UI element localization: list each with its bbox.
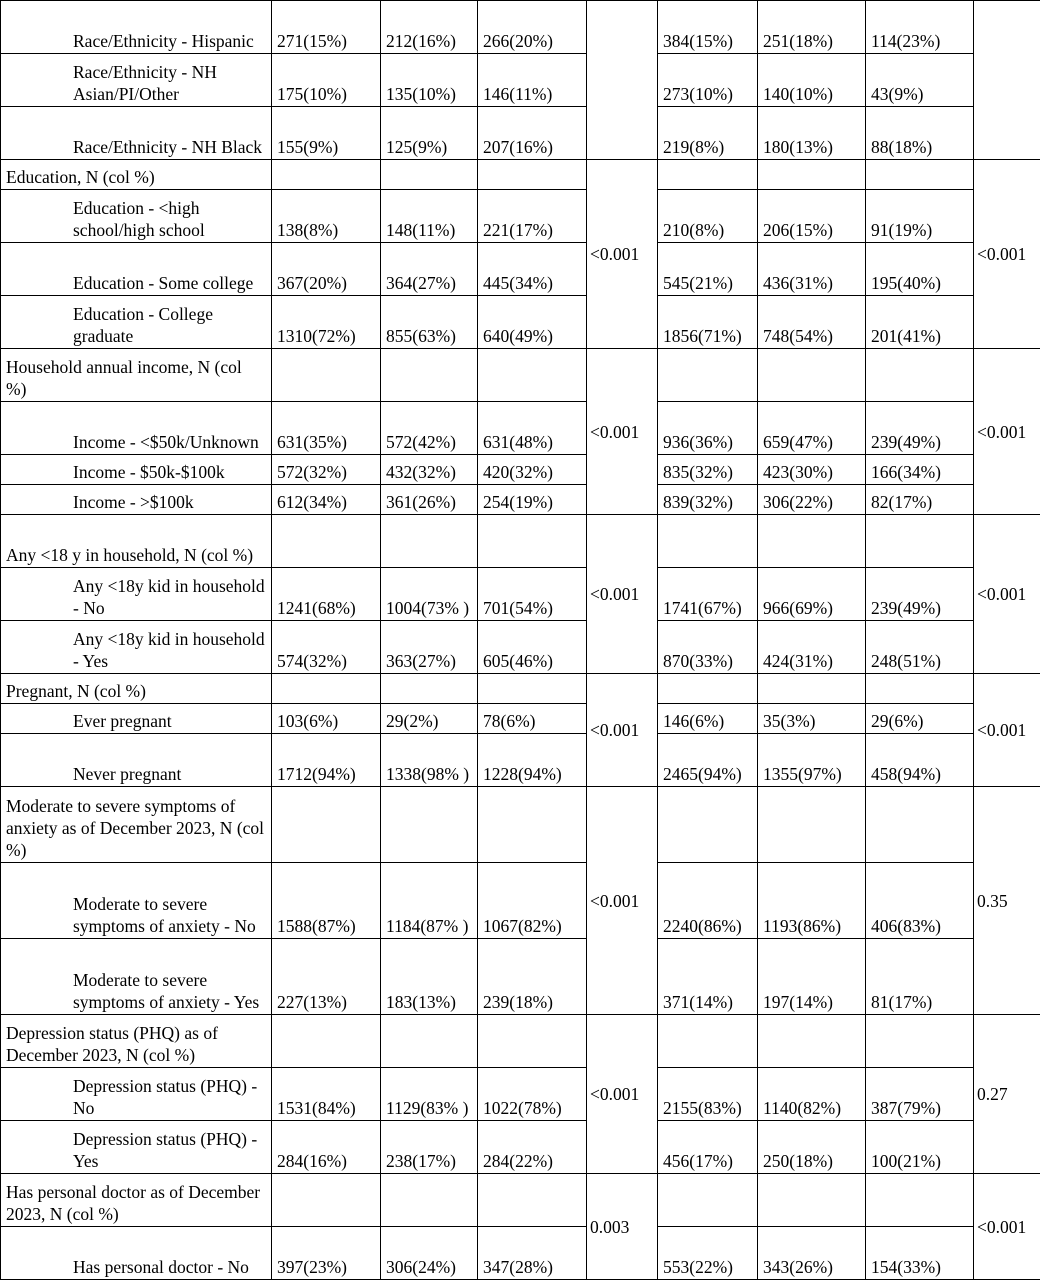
value-cell: 839(32%) [658, 485, 758, 515]
p-value-left: <0.001 [587, 515, 658, 674]
p-value-left: <0.001 [587, 349, 658, 515]
value-cell: 166(34%) [866, 455, 974, 485]
p-value-right: <0.001 [974, 1174, 1040, 1280]
value-cell: 1310(72%) [272, 296, 381, 349]
value-cell: 420(32%) [478, 455, 587, 485]
p-value-right: <0.001 [974, 515, 1040, 674]
empty-cell [758, 349, 866, 402]
value-cell: 271(15%) [272, 1, 381, 54]
empty-cell [758, 787, 866, 863]
group-header-row [1, 349, 1040, 402]
table-row [1, 1121, 1040, 1174]
table-row [1, 107, 1040, 160]
value-cell: 572(32%) [272, 455, 381, 485]
empty-cell [866, 674, 974, 704]
empty-cell [381, 674, 478, 704]
value-cell: 424(31%) [758, 621, 866, 674]
row-label: Education - Some college [1, 243, 272, 296]
empty-cell [272, 1174, 381, 1227]
value-cell: 553(22%) [658, 1227, 758, 1280]
value-cell: 701(54%) [478, 568, 587, 621]
value-cell: 1184(87% ) [381, 863, 478, 939]
value-cell: 397(23%) [272, 1227, 381, 1280]
value-cell: 238(17%) [381, 1121, 478, 1174]
empty-cell [658, 160, 758, 190]
table-row [1, 243, 1040, 296]
value-cell: 154(33%) [866, 1227, 974, 1280]
value-cell: 1022(78%) [478, 1068, 587, 1121]
value-cell: 1241(68%) [272, 568, 381, 621]
value-cell: 1338(98% ) [381, 734, 478, 787]
table-row [1, 568, 1040, 621]
value-cell: 135(10%) [381, 54, 478, 107]
value-cell: 1588(87%) [272, 863, 381, 939]
empty-cell [478, 515, 587, 568]
row-label: Income - >$100k [1, 485, 272, 515]
group-header-row [1, 1015, 1040, 1068]
value-cell: 1129(83% ) [381, 1068, 478, 1121]
value-cell: 1712(94%) [272, 734, 381, 787]
p-value-left: <0.001 [587, 787, 658, 1015]
empty-cell [381, 515, 478, 568]
empty-cell [758, 515, 866, 568]
value-cell: 1856(71%) [658, 296, 758, 349]
value-cell: 612(34%) [272, 485, 381, 515]
empty-cell [478, 1174, 587, 1227]
value-cell: 195(40%) [866, 243, 974, 296]
group-header-label: Pregnant, N (col %) [1, 674, 272, 704]
value-cell: 306(24%) [381, 1227, 478, 1280]
value-cell: 384(15%) [658, 1, 758, 54]
value-cell: 835(32%) [658, 455, 758, 485]
row-label: Race/Ethnicity - NH Black [1, 107, 272, 160]
group-header-label: Education, N (col %) [1, 160, 272, 190]
value-cell: 183(13%) [381, 939, 478, 1015]
value-cell: 29(2%) [381, 704, 478, 734]
empty-cell [658, 787, 758, 863]
value-cell: 1228(94%) [478, 734, 587, 787]
value-cell: 146(6%) [658, 704, 758, 734]
empty-cell [381, 1174, 478, 1227]
empty-cell [381, 787, 478, 863]
empty-cell [866, 515, 974, 568]
row-label: Depression status (PHQ) - No [1, 1068, 272, 1121]
value-cell: 361(26%) [381, 485, 478, 515]
value-cell: 266(20%) [478, 1, 587, 54]
value-cell: 273(10%) [658, 54, 758, 107]
value-cell: 1140(82%) [758, 1068, 866, 1121]
table-row [1, 455, 1040, 485]
group-header-row [1, 674, 1040, 704]
value-cell: 81(17%) [866, 939, 974, 1015]
table-row [1, 1, 1040, 54]
value-cell: 640(49%) [478, 296, 587, 349]
row-label: Never pregnant [1, 734, 272, 787]
table-row [1, 939, 1040, 1015]
p-value-right [974, 1, 1040, 160]
empty-cell [272, 160, 381, 190]
value-cell: 387(79%) [866, 1068, 974, 1121]
value-cell: 91(19%) [866, 190, 974, 243]
value-cell: 2465(94%) [658, 734, 758, 787]
empty-cell [478, 160, 587, 190]
empty-cell [758, 1174, 866, 1227]
table-row [1, 621, 1040, 674]
value-cell: 364(27%) [381, 243, 478, 296]
row-label: Education - <high school/high school [1, 190, 272, 243]
group-header-row [1, 787, 1040, 863]
value-cell: 148(11%) [381, 190, 478, 243]
value-cell: 855(63%) [381, 296, 478, 349]
value-cell: 605(46%) [478, 621, 587, 674]
table-row [1, 190, 1040, 243]
value-cell: 1067(82%) [478, 863, 587, 939]
row-label: Income - $50k-$100k [1, 455, 272, 485]
value-cell: 631(35%) [272, 402, 381, 455]
value-cell: 436(31%) [758, 243, 866, 296]
value-cell: 239(18%) [478, 939, 587, 1015]
row-label: Any <18y kid in household - Yes [1, 621, 272, 674]
value-cell: 221(17%) [478, 190, 587, 243]
table-row [1, 704, 1040, 734]
value-cell: 197(14%) [758, 939, 866, 1015]
value-cell: 371(14%) [658, 939, 758, 1015]
empty-cell [272, 674, 381, 704]
empty-cell [866, 349, 974, 402]
value-cell: 631(48%) [478, 402, 587, 455]
value-cell: 423(30%) [758, 455, 866, 485]
p-value-left: <0.001 [587, 160, 658, 349]
value-cell: 103(6%) [272, 704, 381, 734]
empty-cell [866, 160, 974, 190]
row-label: Income - <$50k/Unknown [1, 402, 272, 455]
group-header-label: Has personal doctor as of December 2023, N (col %) [1, 1174, 272, 1227]
empty-cell [272, 787, 381, 863]
group-header-row [1, 515, 1040, 568]
value-cell: 574(32%) [272, 621, 381, 674]
value-cell: 458(94%) [866, 734, 974, 787]
value-cell: 870(33%) [658, 621, 758, 674]
row-label: Moderate to severe symptoms of anxiety - Yes [1, 939, 272, 1015]
value-cell: 1355(97%) [758, 734, 866, 787]
empty-cell [272, 349, 381, 402]
value-cell: 254(19%) [478, 485, 587, 515]
value-cell: 572(42%) [381, 402, 478, 455]
empty-cell [866, 1174, 974, 1227]
value-cell: 1193(86%) [758, 863, 866, 939]
value-cell: 347(28%) [478, 1227, 587, 1280]
p-value-right: <0.001 [974, 674, 1040, 787]
table-row [1, 296, 1040, 349]
value-cell: 406(83%) [866, 863, 974, 939]
value-cell: 180(13%) [758, 107, 866, 160]
value-cell: 206(15%) [758, 190, 866, 243]
empty-cell [866, 1015, 974, 1068]
row-label: Any <18y kid in household - No [1, 568, 272, 621]
value-cell: 207(16%) [478, 107, 587, 160]
group-header-label: Moderate to severe symptoms of anxiety as of December 2023, N (col %) [1, 787, 272, 863]
value-cell: 138(8%) [272, 190, 381, 243]
value-cell: 175(10%) [272, 54, 381, 107]
empty-cell [478, 349, 587, 402]
value-cell: 367(20%) [272, 243, 381, 296]
p-value-left: <0.001 [587, 1015, 658, 1174]
value-cell: 966(69%) [758, 568, 866, 621]
empty-cell [658, 1015, 758, 1068]
value-cell: 251(18%) [758, 1, 866, 54]
empty-cell [381, 160, 478, 190]
value-cell: 201(41%) [866, 296, 974, 349]
p-value-left [587, 1, 658, 160]
group-header-label: Any <18 y in household, N (col %) [1, 515, 272, 568]
value-cell: 545(21%) [658, 243, 758, 296]
table-row [1, 54, 1040, 107]
empty-cell [272, 515, 381, 568]
empty-cell [758, 1015, 866, 1068]
row-label: Depression status (PHQ) - Yes [1, 1121, 272, 1174]
row-label: Has personal doctor - No [1, 1227, 272, 1280]
value-cell: 35(3%) [758, 704, 866, 734]
value-cell: 1741(67%) [658, 568, 758, 621]
empty-cell [381, 1015, 478, 1068]
value-cell: 936(36%) [658, 402, 758, 455]
row-label: Education - College graduate [1, 296, 272, 349]
empty-cell [758, 160, 866, 190]
value-cell: 219(8%) [658, 107, 758, 160]
value-cell: 445(34%) [478, 243, 587, 296]
value-cell: 1004(73% ) [381, 568, 478, 621]
group-header-label: Depression status (PHQ) as of December 2023, N (col %) [1, 1015, 272, 1068]
group-header-row [1, 160, 1040, 190]
value-cell: 212(16%) [381, 1, 478, 54]
value-cell: 155(9%) [272, 107, 381, 160]
p-value-left: 0.003 [587, 1174, 658, 1280]
row-label: Race/Ethnicity - NH Asian/PI/Other [1, 54, 272, 107]
value-cell: 363(27%) [381, 621, 478, 674]
table-row [1, 1227, 1040, 1280]
p-value-left: <0.001 [587, 674, 658, 787]
table-row [1, 863, 1040, 939]
value-cell: 78(6%) [478, 704, 587, 734]
empty-cell [381, 349, 478, 402]
row-label: Moderate to severe symptoms of anxiety - No [1, 863, 272, 939]
value-cell: 659(47%) [758, 402, 866, 455]
value-cell: 125(9%) [381, 107, 478, 160]
value-cell: 140(10%) [758, 54, 866, 107]
value-cell: 2240(86%) [658, 863, 758, 939]
empty-cell [272, 1015, 381, 1068]
empty-cell [478, 674, 587, 704]
p-value-right: 0.35 [974, 787, 1040, 1015]
table-row [1, 402, 1040, 455]
empty-cell [658, 674, 758, 704]
value-cell: 88(18%) [866, 107, 974, 160]
value-cell: 227(13%) [272, 939, 381, 1015]
value-cell: 1531(84%) [272, 1068, 381, 1121]
row-label: Ever pregnant [1, 704, 272, 734]
empty-cell [658, 1174, 758, 1227]
value-cell: 29(6%) [866, 704, 974, 734]
value-cell: 239(49%) [866, 568, 974, 621]
value-cell: 456(17%) [658, 1121, 758, 1174]
value-cell: 114(23%) [866, 1, 974, 54]
value-cell: 82(17%) [866, 485, 974, 515]
empty-cell [658, 515, 758, 568]
value-cell: 210(8%) [658, 190, 758, 243]
value-cell: 2155(83%) [658, 1068, 758, 1121]
p-value-right: 0.27 [974, 1015, 1040, 1174]
value-cell: 250(18%) [758, 1121, 866, 1174]
table-row [1, 1068, 1040, 1121]
empty-cell [758, 674, 866, 704]
table-row [1, 485, 1040, 515]
empty-cell [478, 787, 587, 863]
value-cell: 146(11%) [478, 54, 587, 107]
value-cell: 284(16%) [272, 1121, 381, 1174]
empty-cell [658, 349, 758, 402]
value-cell: 748(54%) [758, 296, 866, 349]
p-value-right: <0.001 [974, 349, 1040, 515]
value-cell: 43(9%) [866, 54, 974, 107]
p-value-right: <0.001 [974, 160, 1040, 349]
value-cell: 248(51%) [866, 621, 974, 674]
value-cell: 239(49%) [866, 402, 974, 455]
group-header-label: Household annual income, N (col %) [1, 349, 272, 402]
value-cell: 432(32%) [381, 455, 478, 485]
value-cell: 284(22%) [478, 1121, 587, 1174]
empty-cell [478, 1015, 587, 1068]
table-body [1, 1, 1040, 1280]
value-cell: 306(22%) [758, 485, 866, 515]
group-header-row [1, 1174, 1040, 1227]
table-row [1, 734, 1040, 787]
empty-cell [866, 787, 974, 863]
value-cell: 343(26%) [758, 1227, 866, 1280]
value-cell: 100(21%) [866, 1121, 974, 1174]
row-label: Race/Ethnicity - Hispanic [1, 1, 272, 54]
